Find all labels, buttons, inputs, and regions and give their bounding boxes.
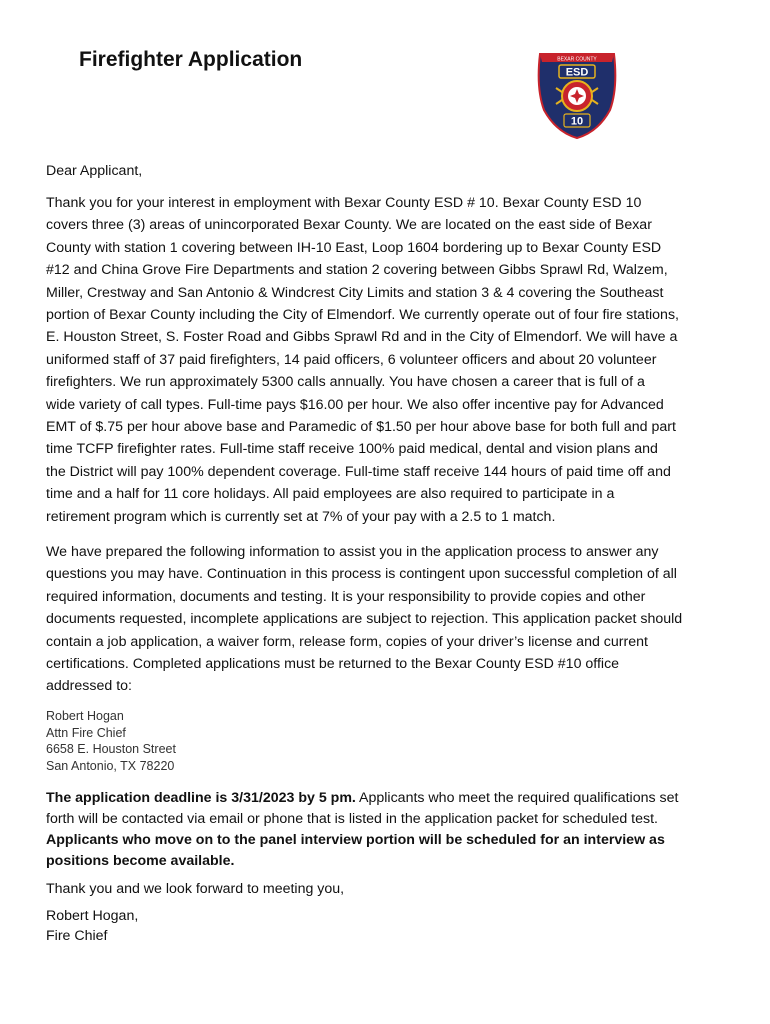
paragraph-line: We have prepared the following information to assist you in the application process to answer any xyxy=(46,544,659,560)
logo-number-text: 10 xyxy=(570,115,584,128)
deadline-section xyxy=(46,788,726,872)
deadline-text-cont: forth will be contacted via email or phone that is listed in the application packet for scheduled test. xyxy=(46,811,658,827)
address-line: Robert Hogan xyxy=(46,709,124,723)
paragraph-line: the District will pay 100% dependent coverage. Full-time staff receive 144 hours of paid time off and xyxy=(46,463,671,480)
paragraph-line: contain a job application, a waiver form, release form, copies of your driver’s license and current xyxy=(46,633,648,650)
paragraph-line: uniformed staff of 37 paid firefighters, 14 paid officers, 6 volunteer officers and about 20 volunteer xyxy=(46,351,657,368)
instructions-paragraph xyxy=(46,541,726,698)
paragraph-line: time TCFP firefighter rates. Full-time staff receive 100% paid medical, dental and vision plans and xyxy=(46,441,658,458)
greeting: Dear Applicant, xyxy=(46,163,143,179)
deadline-bold: The application deadline is 3/31/2023 by 5 pm. xyxy=(46,790,356,806)
paragraph-line: required information, documents and testing. It is your responsibility to provide copies and other xyxy=(46,588,646,605)
signature-name: Robert Hogan, xyxy=(46,908,139,924)
interview-notice: Applicants who move on to the panel interview portion will be scheduled for an interview as xyxy=(46,832,665,848)
paragraph-line: time and a half for 11 core holidays. All paid employees are also required to participate in a xyxy=(46,486,615,503)
paragraph-line: Miller, Crestway and San Antonio & Windcrest City Limits and station 3 & 4 covering the Southeast xyxy=(46,284,664,301)
paragraph-line: addressed to: xyxy=(46,678,132,695)
signature-title: Fire Chief xyxy=(46,928,108,944)
intro-paragraph xyxy=(46,192,726,528)
paragraph-line: retirement program which is currently set at 7% of your pay with a 2.5 to 1 match. xyxy=(46,508,556,525)
paragraph-line: #12 and China Grove Fire Departments and station 2 covering between Gibbs Sprawl Rd, Walzem, xyxy=(46,262,668,279)
logo-esd-text: ESD xyxy=(565,66,589,79)
esd-badge-logo xyxy=(532,48,622,140)
mailing-address xyxy=(46,708,176,774)
interview-notice-cont: positions become available. xyxy=(46,853,235,869)
paragraph-line: portion of Bexar County including the City of Elmendorf. We currently operate out of four fire stations, xyxy=(46,307,679,324)
paragraph-line: firefighters. We run approximately 5300 calls annually. You have chosen a career that is full of a xyxy=(46,374,645,391)
logo-ribbon-text: BEXAR COUNTY xyxy=(557,56,597,63)
closing-line: Thank you and we look forward to meeting you, xyxy=(46,881,345,897)
paragraph-line: covers three (3) areas of unincorporated Bexar County. We are located on the east side of Bexar xyxy=(46,217,652,234)
address-line: 6658 E. Houston Street xyxy=(46,742,176,756)
paragraph-line: certifications. Completed applications must be returned to the Bexar County ESD #10 office xyxy=(46,656,620,673)
paragraph-line: questions you may have. Continuation in this process is contingent upon successful completion of all xyxy=(46,566,677,583)
address-line: Attn Fire Chief xyxy=(46,725,126,740)
paragraph-line: County with station 1 covering between IH-10 East, Loop 1604 bordering up to Bexar County ESD xyxy=(46,239,662,256)
address-line: San Antonio, TX 78220 xyxy=(46,758,175,773)
paragraph-line: EMT of $.75 per hour above base and Paramedic of $1.50 per hour above base for both full and part xyxy=(46,419,676,436)
deadline-text: Applicants who meet the required qualifications set xyxy=(355,790,679,806)
paragraph-line: wide variety of call types. Full-time pays $16.00 per hour. We also offer incentive pay for Advanced xyxy=(46,396,664,413)
paragraph-line: Thank you for your interest in employment with Bexar County ESD # 10. Bexar County ESD 10 xyxy=(46,195,642,211)
paragraph-line: documents requested, incomplete applications are subject to rejection. This application packet should xyxy=(46,611,683,628)
signature-block xyxy=(46,906,726,946)
paragraph-line: E. Houston Street, S. Foster Road and Gibbs Sprawl Rd and in the City of Elmendorf. We will have a xyxy=(46,329,678,346)
page-title: Firefighter Application xyxy=(79,48,303,71)
